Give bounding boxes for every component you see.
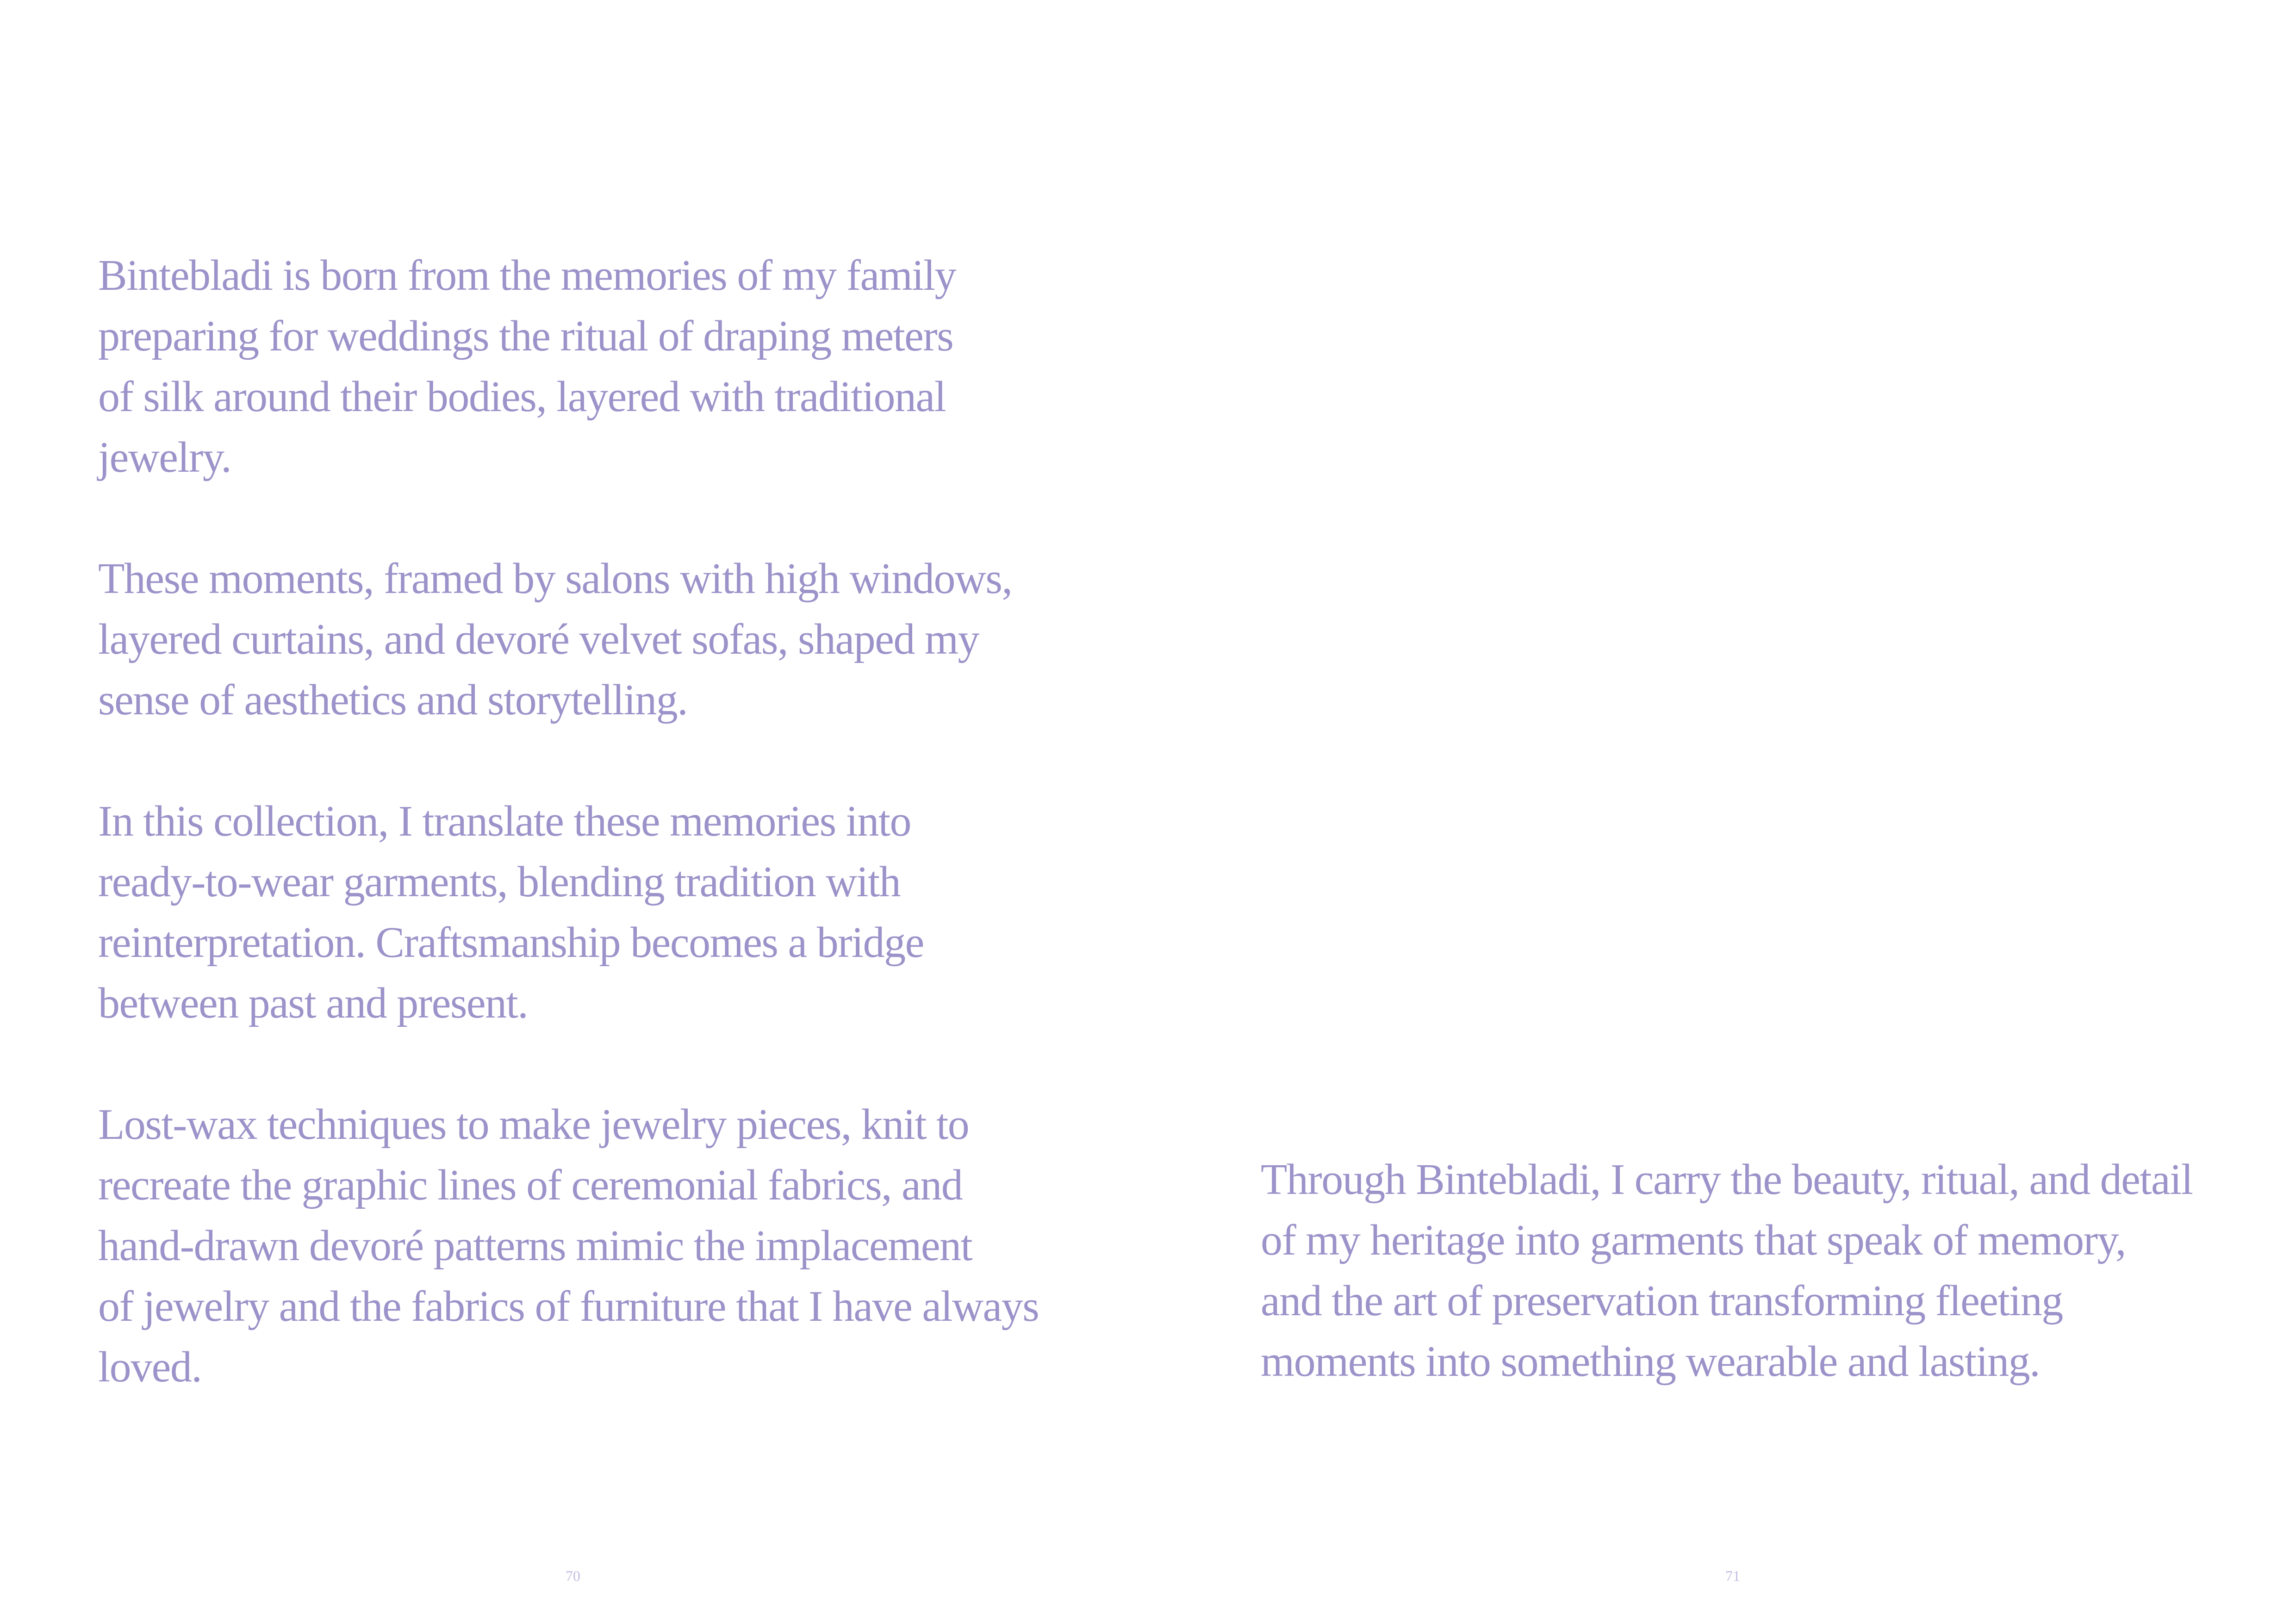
paragraph-collection: In this collection, I translate these memories into ready-to-wear garments, blending tradition with reinterpretation. Craftsmanship becomes a bridge between past and present. [98,797,924,1027]
paragraph-origin: Bintebladi is born from the memories of my family preparing for weddings the ritual of draping meters of silk around their bodies, layered with traditional jewelry. [98,251,956,481]
paragraph-heritage: Through Bintebladi, I carry the beauty, ritual, and detail of my heritage into garments that speak of memory, and the art of preservation transforming fleeting moments into something wearable and lasting. [1261,1156,2193,1386]
right-text-block [1261,1149,2270,1392]
paragraph-salons: These moments, framed by salons with high windows, layered curtains, and devoré velvet sofas, shaped my sense of aesthetics and storytelling. [98,555,1012,724]
paragraph-techniques: Lost-wax techniques to make jewelry pieces, knit to recreate the graphic lines of ceremonial fabrics, and hand-drawn devoré patterns mimic the implacement of jewelry and the fabrics of furniture that I have always loved. [98,1100,1039,1391]
left-text-block [98,245,1093,1398]
right-page [1148,0,2296,1624]
page-number-left: 70 [566,1568,580,1584]
page-number-right: 71 [1725,1568,1740,1584]
